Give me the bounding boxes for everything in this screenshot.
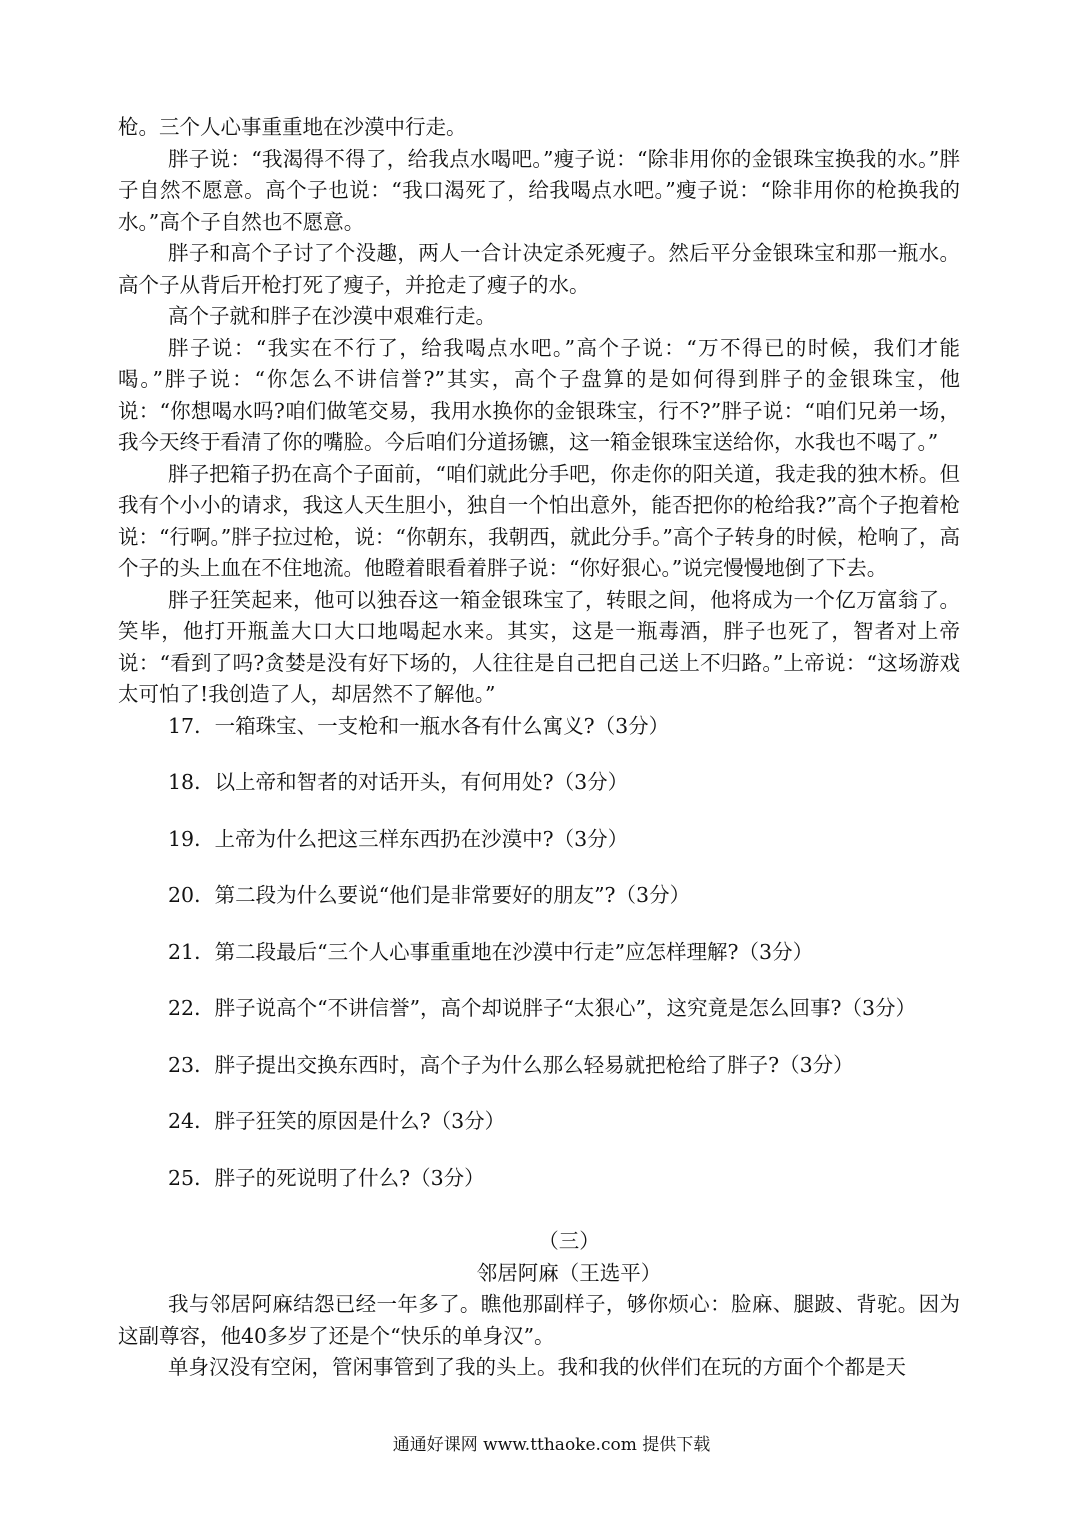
question-20: 20．第二段为什么要说“他们是非常要好的朋友”?（3分） <box>168 883 691 907</box>
section-title: 邻居阿麻（王选平） <box>476 1260 662 1285</box>
story-paragraph: 胖子说：“我渴得不得了，给我点水喝吧。”瘦子说：“除非用你的金银珠宝换我的水。”胖子自然不愿意。高个子也说：“我口渴死了，给我喝点水吧。”瘦子说：“除非用你的枪换我的水。”高个子自然也不愿意。 <box>118 146 960 234</box>
question-23: 23．胖子提出交换东西时，高个子为什么那么轻易就把枪给了胖子?（3分） <box>168 1052 854 1077</box>
page-footer: 通通好课网 www.tthaoke.com 提供下载 <box>392 1435 711 1455</box>
question-25: 25．胖子的死说明了什么?（3分） <box>168 1165 485 1190</box>
section-number: （三） <box>538 1229 600 1253</box>
question-22: 22．胖子说高个“不讲信誉”，高个却说胖子“太狠心”，这究竟是怎么回事?（3分） <box>168 996 917 1020</box>
question-19: 19．上帝为什么把这三样东西扔在沙漠中?（3分） <box>168 826 629 851</box>
question-18: 18．以上帝和智者的对话开头，有何用处?（3分） <box>168 770 629 794</box>
question-24: 24．胖子狂笑的原因是什么?（3分） <box>168 1109 506 1133</box>
section-paragraph: 单身汉没有空闲，管闲事管到了我的头上。我和我的伙伴们在玩的方面个个都是天 <box>168 1355 906 1379</box>
question-21: 21．第二段最后“三个人心事重重地在沙漠中行走”应怎样理解?（3分） <box>168 939 814 964</box>
story-paragraph: 胖子把箱子扔在高个子面前，“咱们就此分手吧，你走你的阳关道，我走我的独木桥。但我有个小小的请求，我这人天生胆小，独自一个怕出意外，能否把你的枪给我?”高个子抱着枪说：“行啊。”胖子拉过枪，说：“你朝东，我朝西，就此分手。”高个子转身的时候，枪响了，高个子的头上血在不住地流。他瞪着眼看着胖子说：“你好狠心。”说完慢慢地倒了下去。 <box>118 461 960 580</box>
story-paragraph: 胖子说：“我实在不行了，给我喝点水吧。”高个子说：“万不得已的时候，我们才能喝。”胖子说：“你怎么不讲信誉?”其实，高个子盘算的是如何得到胖子的金银珠宝，他说：“你想喝水吗?咱们做笔交易，我用水换你的金银珠宝，行不?”胖子说：“咱们兄弟一场，我今天终于看清了你的嘴脸。今后咱们分道扬镳，这一箱金银珠宝送给你，水我也不喝了。” <box>118 335 960 454</box>
story-paragraph: 枪。三个人心事重重地在沙漠中行走。 <box>118 115 467 139</box>
story-paragraph: 胖子狂笑起来，他可以独吞这一箱金银珠宝了，转眼之间，他将成为一个亿万富翁了。笑毕，他打开瓶盖大口大口地喝起水来。其实，这是一瓶毒酒，胖子也死了，智者对上帝说：“看到了吗?贪婪是没有好下场的，人往往是自己把自己送上不归路。”上帝说：“这场游戏太可怕了!我创造了人，却居然不了解他。” <box>118 587 960 706</box>
document-body <box>118 112 960 1384</box>
section-paragraph: 我与邻居阿麻结怨已经一年多了。瞧他那副样子，够你烦心：脸麻、腿跛、背驼。因为这副尊容，他40多岁了还是个“快乐的单身汉”。 <box>118 1292 960 1348</box>
story-paragraph: 胖子和高个子讨了个没趣，两人一合计决定杀死瘦子。然后平分金银珠宝和那一瓶水。高个子从背后开枪打死了瘦子，并抢走了瘦子的水。 <box>118 241 960 297</box>
story-paragraph: 高个子就和胖子在沙漠中艰难行走。 <box>168 304 496 328</box>
question-17: 17．一箱珠宝、一支枪和一瓶水各有什么寓义?（3分） <box>168 713 670 738</box>
